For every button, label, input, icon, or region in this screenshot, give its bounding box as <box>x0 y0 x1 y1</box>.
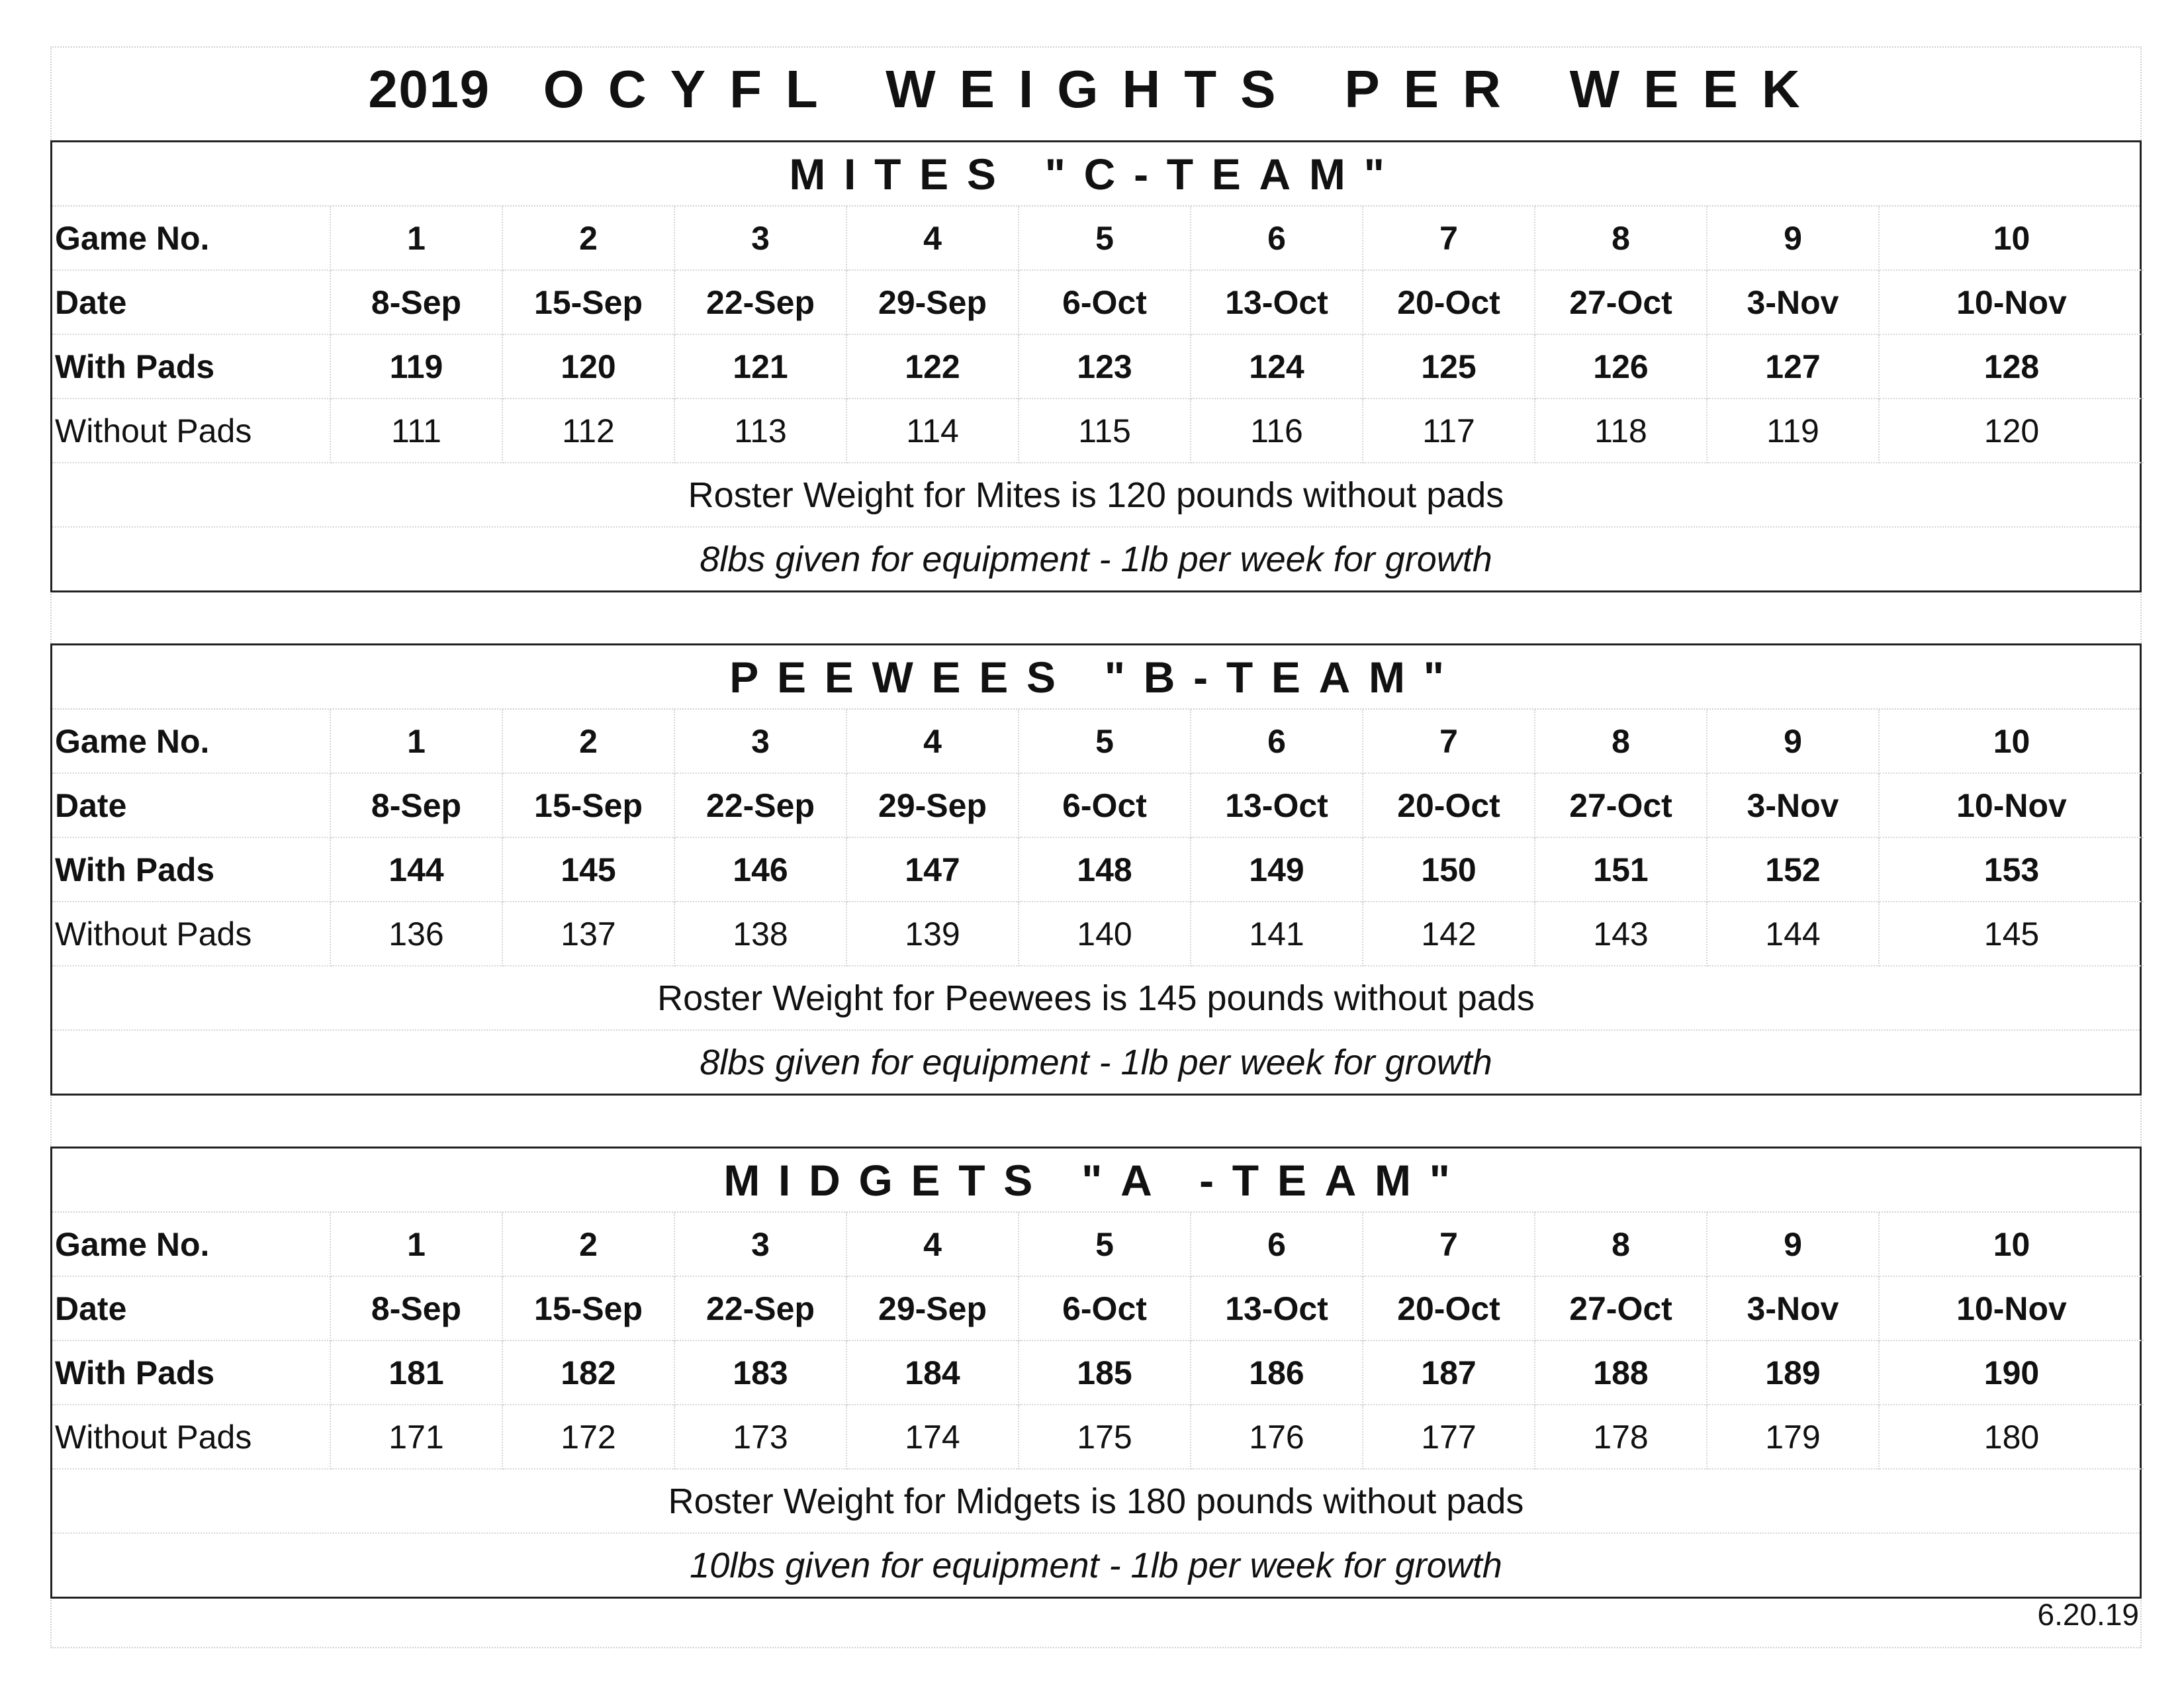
weights-table <box>52 710 2144 966</box>
weight-cell: 119 <box>330 334 502 399</box>
weight-cell: 115 <box>1019 399 1191 463</box>
date-cell: 22-Sep <box>674 1276 846 1340</box>
date-cell: 6-Oct <box>1019 773 1191 837</box>
game-cell: 7 <box>1363 1213 1535 1276</box>
section-midgets <box>50 1147 2142 1599</box>
game-cell: 5 <box>1019 710 1191 773</box>
weight-cell: 178 <box>1535 1405 1707 1469</box>
weight-cell: 177 <box>1363 1405 1535 1469</box>
date-cell: 8-Sep <box>330 1276 502 1340</box>
game-cell: 8 <box>1535 710 1707 773</box>
date-cell: 13-Oct <box>1191 773 1363 837</box>
without-pads-row <box>52 902 2144 966</box>
weight-cell: 122 <box>846 334 1019 399</box>
date-row <box>52 270 2144 334</box>
game-cell: 9 <box>1707 710 1879 773</box>
weight-cell: 121 <box>674 334 846 399</box>
equipment-note: 10lbs given for equipment - 1lb per week for growth <box>690 1545 1502 1585</box>
weight-cell: 174 <box>846 1405 1019 1469</box>
row-label: With Pads <box>52 334 330 399</box>
date-cell: 27-Oct <box>1535 1276 1707 1340</box>
date-cell: 29-Sep <box>846 1276 1019 1340</box>
page-title <box>50 46 2142 132</box>
weight-cell: 153 <box>1879 837 2144 902</box>
weight-cell: 114 <box>846 399 1019 463</box>
game-cell: 6 <box>1191 207 1363 270</box>
weight-cell: 123 <box>1019 334 1191 399</box>
date-row <box>52 1276 2144 1340</box>
date-cell: 8-Sep <box>330 270 502 334</box>
title-text: OCYFL WEIGHTS PER WEEK <box>543 60 1824 118</box>
game-cell: 5 <box>1019 1213 1191 1276</box>
weight-cell: 126 <box>1535 334 1707 399</box>
weight-cell: 190 <box>1879 1340 2144 1405</box>
game-cell: 3 <box>674 1213 846 1276</box>
weight-cell: 149 <box>1191 837 1363 902</box>
game-cell: 9 <box>1707 1213 1879 1276</box>
game-cell: 4 <box>846 1213 1019 1276</box>
game-cell: 10 <box>1879 1213 2144 1276</box>
date-cell: 29-Sep <box>846 773 1019 837</box>
without-pads-row <box>52 1405 2144 1469</box>
weight-cell: 152 <box>1707 837 1879 902</box>
game-cell: 1 <box>330 1213 502 1276</box>
weight-cell: 144 <box>1707 902 1879 966</box>
game-cell: 6 <box>1191 1213 1363 1276</box>
weight-cell: 127 <box>1707 334 1879 399</box>
weight-cell: 143 <box>1535 902 1707 966</box>
game-cell: 8 <box>1535 207 1707 270</box>
weight-cell: 187 <box>1363 1340 1535 1405</box>
row-label: Date <box>52 270 330 334</box>
weight-cell: 146 <box>674 837 846 902</box>
weight-cell: 124 <box>1191 334 1363 399</box>
date-cell: 3-Nov <box>1707 773 1879 837</box>
weight-cell: 150 <box>1363 837 1535 902</box>
game-cell: 7 <box>1363 207 1535 270</box>
weight-cell: 148 <box>1019 837 1191 902</box>
game-cell: 2 <box>502 1213 674 1276</box>
game-cell: 4 <box>846 710 1019 773</box>
row-label: Without Pads <box>52 1405 330 1469</box>
weight-cell: 141 <box>1191 902 1363 966</box>
weight-cell: 137 <box>502 902 674 966</box>
game-cell: 6 <box>1191 710 1363 773</box>
equipment-note: 8lbs given for equipment - 1lb per week for growth <box>700 1042 1492 1082</box>
game-cell: 2 <box>502 207 674 270</box>
weight-cell: 111 <box>330 399 502 463</box>
without-pads-row <box>52 399 2144 463</box>
row-label: Date <box>52 773 330 837</box>
date-cell: 10-Nov <box>1879 773 2144 837</box>
game-cell: 4 <box>846 207 1019 270</box>
section-peewees <box>50 643 2142 1096</box>
weight-cell: 172 <box>502 1405 674 1469</box>
date-cell: 6-Oct <box>1019 270 1191 334</box>
weight-cell: 138 <box>674 902 846 966</box>
weight-cell: 186 <box>1191 1340 1363 1405</box>
game-cell: 10 <box>1879 710 2144 773</box>
row-label: With Pads <box>52 1340 330 1405</box>
weight-cell: 125 <box>1363 334 1535 399</box>
game-number-row <box>52 710 2144 773</box>
weight-cell: 151 <box>1535 837 1707 902</box>
section-title: MITES "C-TEAM" <box>52 142 2140 207</box>
date-cell: 15-Sep <box>502 1276 674 1340</box>
game-cell: 3 <box>674 710 846 773</box>
weight-cell: 139 <box>846 902 1019 966</box>
weight-cell: 180 <box>1879 1405 2144 1469</box>
title-year: 2019 <box>368 60 490 118</box>
weight-cell: 173 <box>674 1405 846 1469</box>
game-cell: 5 <box>1019 207 1191 270</box>
game-cell: 2 <box>502 710 674 773</box>
row-label: Game No. <box>52 710 330 773</box>
weight-cell: 181 <box>330 1340 502 1405</box>
weight-cell: 144 <box>330 837 502 902</box>
date-cell: 27-Oct <box>1535 773 1707 837</box>
date-cell: 10-Nov <box>1879 1276 2144 1340</box>
weight-cell: 188 <box>1535 1340 1707 1405</box>
roster-weight-note: Roster Weight for Peewees is 145 pounds without pads <box>52 966 2140 1031</box>
date-cell: 13-Oct <box>1191 1276 1363 1340</box>
weight-cell: 145 <box>1879 902 2144 966</box>
section-mites <box>50 140 2142 592</box>
roster-weight-note: Roster Weight for Mites is 120 pounds without pads <box>52 463 2140 528</box>
weight-cell: 140 <box>1019 902 1191 966</box>
game-cell: 1 <box>330 207 502 270</box>
weight-cell: 116 <box>1191 399 1363 463</box>
date-cell: 15-Sep <box>502 773 674 837</box>
date-row <box>52 773 2144 837</box>
game-cell: 10 <box>1879 207 2144 270</box>
date-cell: 22-Sep <box>674 270 846 334</box>
weight-cell: 118 <box>1535 399 1707 463</box>
date-cell: 13-Oct <box>1191 270 1363 334</box>
weight-cell: 120 <box>502 334 674 399</box>
weight-cell: 128 <box>1879 334 2144 399</box>
revision-date: 6.20.19 <box>2037 1597 2139 1632</box>
roster-weight-note: Roster Weight for Midgets is 180 pounds without pads <box>52 1470 2140 1534</box>
weight-cell: 184 <box>846 1340 1019 1405</box>
date-cell: 20-Oct <box>1363 270 1535 334</box>
weight-cell: 113 <box>674 399 846 463</box>
weight-cell: 171 <box>330 1405 502 1469</box>
weight-cell: 145 <box>502 837 674 902</box>
section-title: MIDGETS "A -TEAM" <box>52 1149 2140 1213</box>
date-cell: 10-Nov <box>1879 270 2144 334</box>
equipment-note: 8lbs given for equipment - 1lb per week for growth <box>700 539 1492 579</box>
section-title: PEEWEES "B-TEAM" <box>52 645 2140 710</box>
game-cell: 1 <box>330 710 502 773</box>
row-label: Game No. <box>52 1213 330 1276</box>
weight-cell: 179 <box>1707 1405 1879 1469</box>
weights-table <box>52 207 2144 463</box>
with-pads-row <box>52 334 2144 399</box>
game-cell: 3 <box>674 207 846 270</box>
game-number-row <box>52 207 2144 270</box>
weight-cell: 119 <box>1707 399 1879 463</box>
weight-cell: 175 <box>1019 1405 1191 1469</box>
weight-cell: 147 <box>846 837 1019 902</box>
weight-cell: 185 <box>1019 1340 1191 1405</box>
date-cell: 15-Sep <box>502 270 674 334</box>
game-cell: 9 <box>1707 207 1879 270</box>
weight-cell: 176 <box>1191 1405 1363 1469</box>
date-cell: 20-Oct <box>1363 773 1535 837</box>
weight-cell: 189 <box>1707 1340 1879 1405</box>
weight-cell: 183 <box>674 1340 846 1405</box>
date-cell: 3-Nov <box>1707 270 1879 334</box>
date-cell: 3-Nov <box>1707 1276 1879 1340</box>
weight-cell: 142 <box>1363 902 1535 966</box>
date-cell: 8-Sep <box>330 773 502 837</box>
date-cell: 22-Sep <box>674 773 846 837</box>
date-cell: 29-Sep <box>846 270 1019 334</box>
row-label: Without Pads <box>52 902 330 966</box>
date-cell: 27-Oct <box>1535 270 1707 334</box>
weight-cell: 112 <box>502 399 674 463</box>
row-label: Game No. <box>52 207 330 270</box>
weight-cell: 120 <box>1879 399 2144 463</box>
row-label: With Pads <box>52 837 330 902</box>
game-number-row <box>52 1213 2144 1276</box>
game-cell: 7 <box>1363 710 1535 773</box>
weight-cell: 182 <box>502 1340 674 1405</box>
date-cell: 20-Oct <box>1363 1276 1535 1340</box>
with-pads-row <box>52 1340 2144 1405</box>
row-label: Without Pads <box>52 399 330 463</box>
game-cell: 8 <box>1535 1213 1707 1276</box>
row-label: Date <box>52 1276 330 1340</box>
with-pads-row <box>52 837 2144 902</box>
weight-cell: 117 <box>1363 399 1535 463</box>
weights-table <box>52 1213 2144 1470</box>
weight-cell: 136 <box>330 902 502 966</box>
date-cell: 6-Oct <box>1019 1276 1191 1340</box>
